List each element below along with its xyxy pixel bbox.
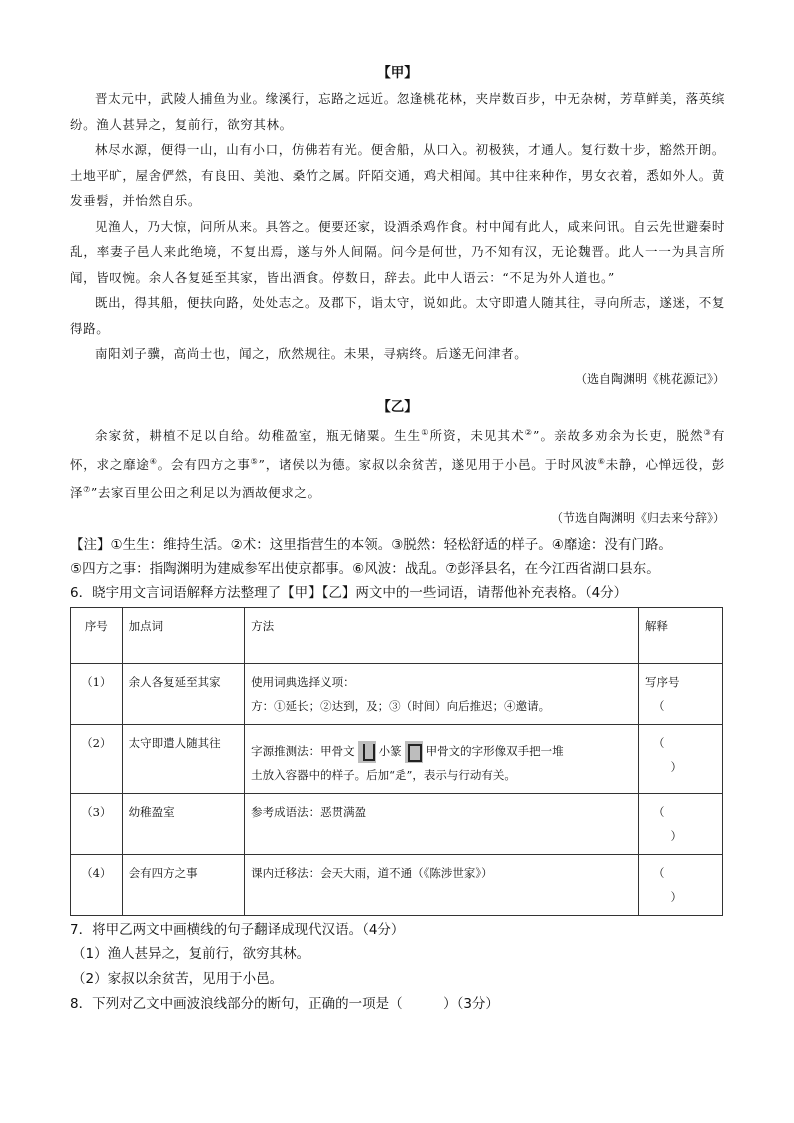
jia-paragraph-5: 南阳刘子骥，高尚士也，闻之，欣然规往。未果，寻病终。后遂无问津者。 [95,346,528,361]
row-method [245,664,639,725]
header-answer: 解释 [638,608,722,664]
answer-hint: 写序号 [644,675,680,690]
yi-text-7: 未静，心惮远役，彭泽 [70,456,725,501]
question-6: 6．晓宇用文言词语解释方法整理了【甲】【乙】两文中的一些词语，请帮他补充表格。（4分） [70,585,628,602]
yi-note-ref-3: ③ [703,428,712,437]
row-num: （4） [71,855,123,916]
passage-jia [70,86,725,392]
yi-text-1: 余家贫，耕植不足以自给。幼稚盈室，瓶无储粟。生生 [95,428,422,444]
yi-text-5: 。会有四方之事 [157,456,251,472]
row-answer[interactable] [638,725,722,794]
yi-text-6: ”，诸侯以为德。家叔以余贫苦，遂见用于小邑。于时风波 [258,456,598,472]
table-row [71,855,723,916]
row-word: 余人各复延至其家 [122,664,245,725]
method-text: 小篆 [378,744,402,759]
header-num: 序号 [71,608,123,664]
oracle-bone-glyph-icon [358,741,376,763]
document-page [70,60,725,1016]
row-method: 参考成语法：恶贯满盈 [245,794,639,855]
method-line: 使用词典选择义项： [251,675,355,690]
method-line: 方：①延长；②达到，及；③（时间）向后推迟；④邀请。 [251,699,551,714]
answer-blank-open: （ [652,866,665,881]
jia-paragraph-1: 晋太元中，武陵人捕鱼为业。缘溪行，忘路之远近。忽逢桃花林，夹岸数百步，中无杂树，芳草鲜美，落英缤纷。渔人甚异之，复前行，欲穷其林。 [70,91,725,132]
answer-blank-close: ） [670,829,682,844]
method-line: 土放入容器中的样子。后加“辵”，表示与行动有关。 [251,768,516,783]
yi-text-2: 所资，未见其术 [429,428,525,444]
question-7-sentence-1: （1）渔人甚异之，复前行，欲穷其林。 [72,946,311,963]
passage-yi-heading: 【乙】 [377,399,418,415]
row-word: 太守即遣人随其往 [122,725,245,794]
jia-paragraph-4: 既出，得其船，便扶向路，处处志之。及郡下，诣太守，说如此。太守即遣人随其往，寻向所志，遂迷，不复得路。 [70,295,725,336]
method-line [251,739,632,763]
answer-blank-open: （ [652,805,665,820]
row-answer[interactable] [638,794,722,855]
table-row [71,725,723,794]
yi-note-ref-5: ⑤ [250,456,259,466]
vocabulary-table [70,607,723,916]
jia-paragraph-3: 见渔人，乃大惊，问所从来。具答之。便要还家，设酒杀鸡作食。村中闻有此人，咸来问讯。自云先世避秦时乱，率妻子邑人来此绝境，不复出焉，遂与外人间隔。问今是何世，乃不知有汉，无论魏晋。此人一一为具言所闻，皆叹惋。余人各复延至其家，皆出酒食。停数日，辞去。此中人语云：“不足为外人道也。” [70,218,725,285]
yi-paragraph [70,420,725,506]
yi-text-8: ”去家百里公田之利足以为酒故便求之。 [90,485,321,501]
row-answer[interactable] [638,664,722,725]
yi-note-ref-1: ① [421,428,430,437]
yi-text-3: ”。亲故多劝余为长吏，脱然 [533,428,704,444]
question-8: 8．下列对乙文中画波浪线部分的断句，正确的一项是（ ）（3分） [70,996,499,1013]
question-7-sentence-2: （2）家叔以余贫苦，见用于小邑。 [72,971,284,988]
jia-source: （选自陶渊明《桃花源记》） [574,371,725,386]
table-header-row [71,608,723,664]
answer-blank-close: ） [670,760,682,775]
answer-blank-open: （ [652,699,665,714]
row-word: 幼稚盈室 [122,794,245,855]
answer-blank-open: （ [652,736,665,751]
row-num: （1） [71,664,123,725]
yi-text-4: 有怀，求之靡途 [70,428,726,472]
row-word: 会有四方之事 [122,855,245,916]
jia-paragraph-2: 林尽水源，便得一山，山有小口，仿佛若有光。便舍船，从口入。初极狭，才通人。复行数十步，豁然开朗。土地平旷，屋舍俨然，有良田、美池、桑竹之属。阡陌交通，鸡犬相闻。其中往来种作，男女衣着，悉如外人。黄发垂髫，并怡然自乐。 [70,142,726,208]
seal-script-glyph-icon [405,741,423,763]
header-word: 加点词 [122,608,245,664]
header-method: 方法 [245,608,639,664]
method-text: 字源推测法：甲骨文 [251,744,355,759]
method-text: 甲骨文的字形像双手把一堆 [425,744,564,759]
yi-note-ref-2: ② [524,428,533,437]
yi-note-ref-6: ⑥ [597,456,606,466]
row-num: （2） [71,725,123,794]
yi-source: （节选自陶渊明《归去来兮辞》） [550,510,725,525]
table-row [71,794,723,855]
answer-blank-close: ） [670,890,682,905]
row-method [245,725,639,794]
row-method: 课内迁移法：会天大雨，道不通（《陈涉世家》） [245,855,639,916]
row-num: （3） [71,794,123,855]
table-row [71,664,723,725]
passage-yi [70,420,725,531]
annotation-line-1: 【注】①生生：维持生活。②术：这里指营生的本领。③脱然：轻松舒适的样子。④靡途：没有门路。 [70,537,672,554]
question-7: 7．将甲乙两文中画横线的句子翻译成现代汉语。（4分） [70,922,405,939]
row-answer[interactable] [638,855,722,916]
annotation-line-2: ⑤四方之事：指陶渊明为建威参军出使京都事。⑥风波：战乱。⑦彭泽县名，在今江西省湖口县东。 [70,561,660,578]
passage-jia-heading: 【甲】 [377,65,418,81]
annotations [70,533,725,581]
yi-note-ref-4: ④ [149,456,158,466]
yi-note-ref-7: ⑦ [83,485,91,495]
